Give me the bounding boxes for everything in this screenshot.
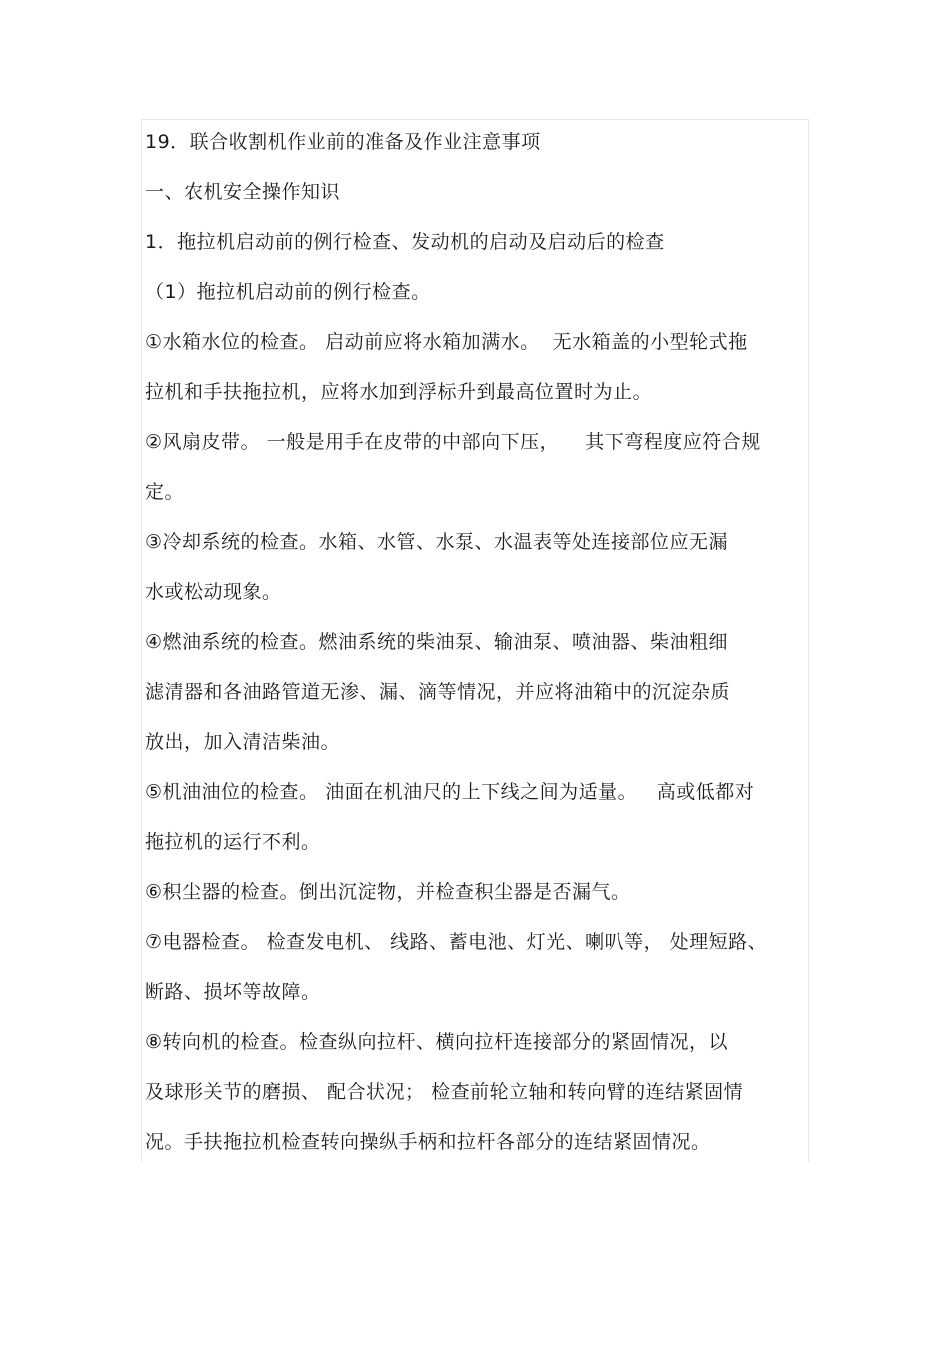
paragraph-line: 定。 xyxy=(145,481,185,503)
section-heading: 一、农机安全操作知识 xyxy=(145,181,341,203)
subsection-heading: 1．拖拉机启动前的例行检查、发动机的启动及启动后的检查 xyxy=(145,231,665,253)
paragraph-line: ⑧转向机的检查。检查纵向拉杆、横向拉杆连接部分的紧固情况，以 xyxy=(145,1031,729,1053)
paragraph-line: ⑥积尘器的检查。倒出沉淀物，并检查积尘器是否漏气。 xyxy=(145,881,631,903)
sub-subsection-heading: （1）拖拉机启动前的例行检查。 xyxy=(145,281,431,303)
paragraph-line: ⑤机油油位的检查。 油面在机油尺的上下线之间为适量。 高或低都对 xyxy=(145,781,755,803)
doc-title: 19．联合收割机作业前的准备及作业注意事项 xyxy=(145,131,541,153)
paragraph-line: ②风扇皮带。 一般是用手在皮带的中部向下压， 其下弯程度应符合规 xyxy=(145,431,761,453)
paragraph-line: 放出，加入清洁柴油。 xyxy=(145,731,341,753)
paragraph-line: ⑦电器检查。 检查发电机、 线路、蓄电池、灯光、喇叭等， 处理短路、 xyxy=(145,931,768,953)
paragraph-line: ①水箱水位的检查。 启动前应将水箱加满水。 无水箱盖的小型轮式拖 xyxy=(145,331,748,353)
paragraph-line: 水或松动现象。 xyxy=(145,581,282,603)
paragraph-line: ③冷却系统的检查。水箱、水管、水泵、水温表等处连接部位应无漏 xyxy=(145,531,729,553)
paragraph-line: 及球形关节的磨损、 配合状况； 检查前轮立轴和转向臂的连结紧固情 xyxy=(145,1081,744,1103)
paragraph-line: 断路、损坏等故障。 xyxy=(145,981,321,1003)
paragraph-line: 况。手扶拖拉机检查转向操纵手柄和拉杆各部分的连结紧固情况。 xyxy=(145,1131,711,1153)
paragraph-line: 滤清器和各油路管道无渗、漏、滴等情况，并应将油箱中的沉淀杂质 xyxy=(145,681,731,703)
paragraph-line: 拉机和手扶拖拉机，应将水加到浮标升到最高位置时为止。 xyxy=(145,381,653,403)
paragraph-line: 拖拉机的运行不利。 xyxy=(145,831,321,853)
paragraph-line: ④燃油系统的检查。燃油系统的柴油泵、输油泵、喷油器、柴油粗细 xyxy=(145,631,729,653)
